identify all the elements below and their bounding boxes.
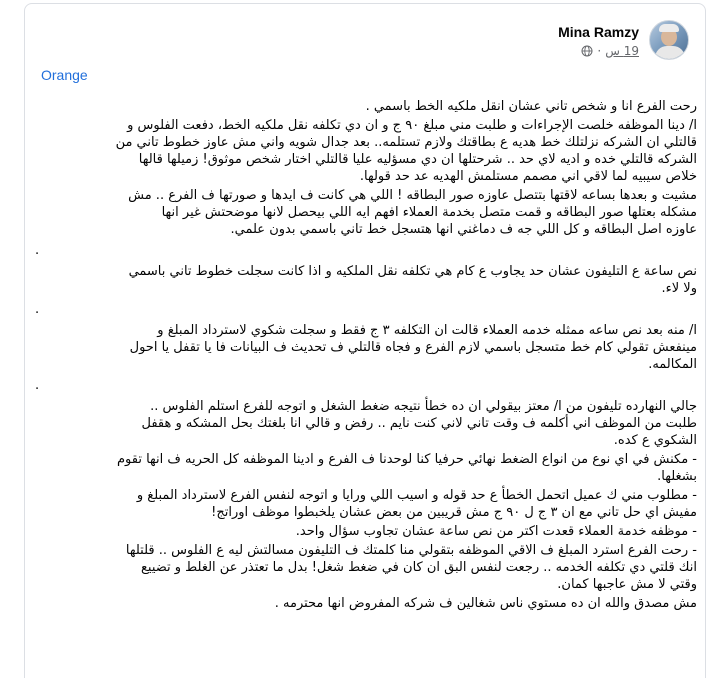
post-paragraph: - مكنش في اي نوع من انواع الضغط نهائي حرفيا كنا لوحدنا ف الفرع و ادينا الموظفه كل الحريه ف انها تقوم بشغلها.: [117, 452, 697, 484]
avatar[interactable]: [649, 20, 689, 60]
paragraph-separator: .: [35, 243, 40, 258]
post-meta: [558, 23, 639, 58]
post-paragraph: جالي النهارده تليفون من ا/ معتز بيقولي ان ده خطأ نتيجه ضغط الشغل و اتوجه للفرع استلم الفلوس .. طلبت من الموظف اني أكلمه ف وقت تاني لاني كنت نايم .. رفض و قالي انا بلغتك بحل المشكه و هقفل الشكوي ع كده.: [141, 399, 697, 448]
post-paragraph: رحت الفرع انا و شخص تاني عشان انقل ملكيه الخط باسمي .: [365, 99, 697, 114]
post-paragraph: - رحت الفرع استرد المبلغ ف الاقي الموظفه بتقولي منا كلمتك ف التليفون مسالتش ليه ع الفلوس .. قلتلها انك قلتي دي تكلفه الخدمه .. رجعت لنفس البق ان كان في ضغط شغل! بدل ما تعتذر عن الغلط و تضييع وقتي لا مش عاجبها كمان.: [125, 543, 697, 592]
author-name[interactable]: Mina Ramzy: [558, 23, 639, 40]
post-paragraph: ا/ دينا الموظفه خلصت الإجراءات و طلبت مني مبلغ ٩٠ ج و ان دي تكلفه نقل ملكيه الخط، دفعت الفلوس و قالتلي ان الشركه نزلتلك خط هديه ع بطاقتك ولازم تستلمه.. بعد جدال شويه واني مش عاوز خطوط تاني من الشركه قالتلي خده و اديه لاي حد .. شرحتلها ان دي مسؤليه عليا قالتلي اختار شخص موثوق! زميلها قالها خلاص سيبيه لما لاقي اني مصمم مستلمش الهديه عد حد قولها.: [115, 118, 697, 184]
post-paragraph: - موظفه خدمة العملاء قعدت اكتر من نص ساعة عشان تجاوب سؤال واحد.: [295, 524, 697, 539]
post-timestamp[interactable]: 19 س: [605, 43, 639, 58]
paragraph-separator: .: [35, 378, 40, 393]
post-paragraph: مش مصدق والله ان ده مستوي ناس شغالين ف شركه المفروض انها محترمه .: [274, 596, 697, 611]
post-paragraph: مشيت و بعدها بساعه لاقتها بتتصل عاوزه صور البطاقه ! اللي هي كانت ف ايدها و صورتها ف الفرع .. مش مشكله بعتلها صور البطاقه و قمت متصل بخدمة العملاء افهم ايه اللي بيحصل لانها موضحتش غير انها عاوزه اصل البطاقه و كل اللي جه ف دماغني انها هتسجل خط تاني باسمي بدون علمي.: [128, 188, 697, 237]
meta-separator: ·: [597, 43, 602, 58]
page-tag-link[interactable]: Orange: [41, 67, 88, 83]
post-paragraph: ا/ منه بعد نص ساعه ممثله خدمه العملاء قالت ان التكلفه ٣ ج فقط و سجلت شكوي لاسترداد المبلغ و مينفعش تقولي كام خط متسجل باسمي لازم الفرع و فجاه قالتلي ف تحديث ف البيانات فا يا تقفل يا احول المكالمه.: [129, 323, 697, 372]
paragraph-separator: .: [35, 302, 40, 317]
post-paragraph: - مطلوب مني ك عميل اتحمل الخطأ ع حد قوله و اسيب اللي ورايا و اتوجه لنفس الفرع لاسترداد المبلغ و مفيش اي حل تاني مع ان ٣ ج ل ٩٠ ج مش قريبين من بعض عشان يلخبطوا موظف اوراتج!: [136, 488, 697, 520]
post-subline: [581, 44, 639, 58]
globe-icon: [581, 45, 593, 57]
post-card: [24, 3, 706, 678]
post-paragraph: نص ساعة ع التليفون عشان حد يجاوب ع كام هي تكلفه نقل الملكيه و اذا كانت سجلت خطوط تاني باسمي ولا لاء.: [128, 264, 697, 296]
post-body: [35, 98, 697, 614]
post-header: [558, 16, 689, 64]
